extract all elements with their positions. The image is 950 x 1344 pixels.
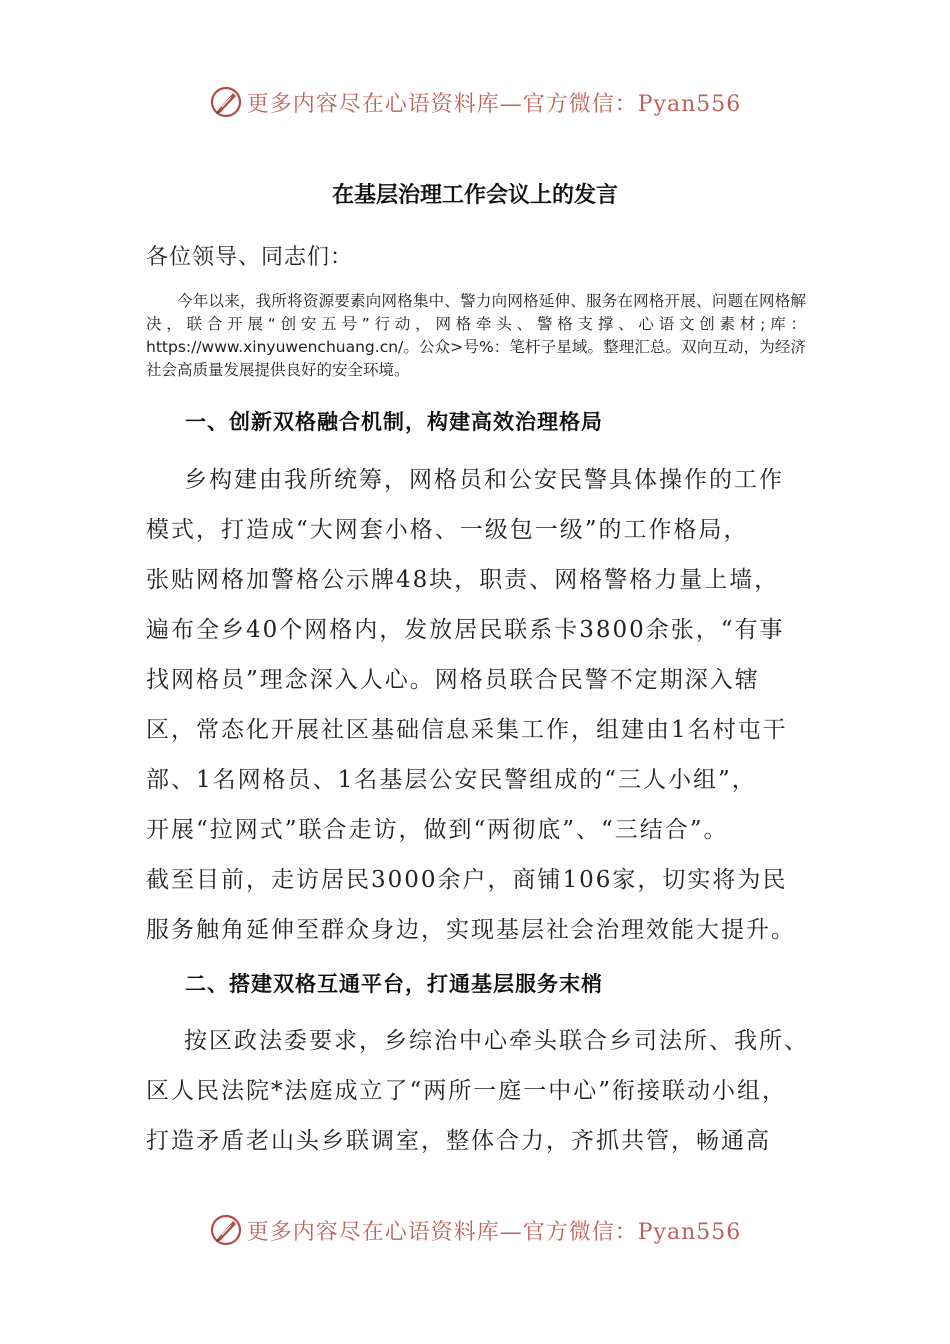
body-line: 按区政法委要求，乡综治中心牵头联合乡司法所、我所、: [184, 1028, 809, 1054]
body-line: 服务触角延伸至群众身边，实现基层社会治理效能大提升。: [146, 917, 796, 943]
body-line: 模式，打造成“大网套小格、一级包一级”的工作格局，: [146, 517, 749, 543]
document-title: 在基层治理工作会议上的发言: [331, 182, 618, 208]
body-line: 截至目前，走访居民3000余户，商铺106家，切实将为民: [146, 867, 788, 893]
footer-watermark-banner: [0, 1210, 950, 1250]
body-line: 区，常态化开展社区基础信息采集工作，组建由1名村屯干: [146, 717, 788, 743]
section-2-body: [146, 1016, 810, 1166]
quill-pen-icon: [209, 1213, 243, 1247]
section-1-body: [146, 455, 810, 955]
greeting: 各位领导、同志们：: [146, 245, 354, 270]
quill-pen-icon: [209, 85, 243, 119]
watermark-text: 更多内容尽在心语资料库—官方微信：Pyan556: [246, 91, 742, 117]
body-line: 张贴网格加警格公示牌48块，职责、网格警格力量上墙，: [146, 567, 780, 593]
body-line: 乡构建由我所统筹，网格员和公安民警具体操作的工作: [184, 467, 784, 493]
body-line: 部、1名网格员、1名基层公安民警组成的“三人小组”，: [146, 767, 757, 793]
header-watermark-banner: [0, 82, 950, 122]
section-1-heading: 一、创新双格融合机制，构建高效治理格局: [185, 410, 603, 434]
body-line: 区人民法院*法庭成立了“两所一庭一中心”衔接联动小组，: [146, 1078, 788, 1104]
section-2-heading: 二、搭建双格互通平台，打通基层服务末梢: [185, 972, 603, 996]
body-line: 遍布全乡40个网格内，发放居民联系卡3800余张，“有事: [146, 617, 785, 643]
body-line: 开展“拉网式”联合走访，做到“两彻底”、“三结合”。: [146, 817, 729, 843]
watermark-text: 更多内容尽在心语资料库—官方微信：Pyan556: [246, 1219, 742, 1245]
body-line: 找网格员”理念深入人心。网格员联合民警不定期深入辖: [146, 667, 760, 693]
intro-paragraph: 今年以来，我所将资源要素向网格集中、警力向网格延伸、服务在网格开展、问题在网格解决，联合开展“创安五号”行动，网格牵头、警格支撑、心语文创素材;库：https://www.xinyuwenchuang.cn/。公众>号%：笔杆子星域。整理汇总。双向互动，为经济社会高质量发展提供良好的安全环境。: [146, 292, 806, 379]
body-line: 打造矛盾老山头乡联调室，整体合力，齐抓共管，畅通高: [146, 1128, 771, 1154]
